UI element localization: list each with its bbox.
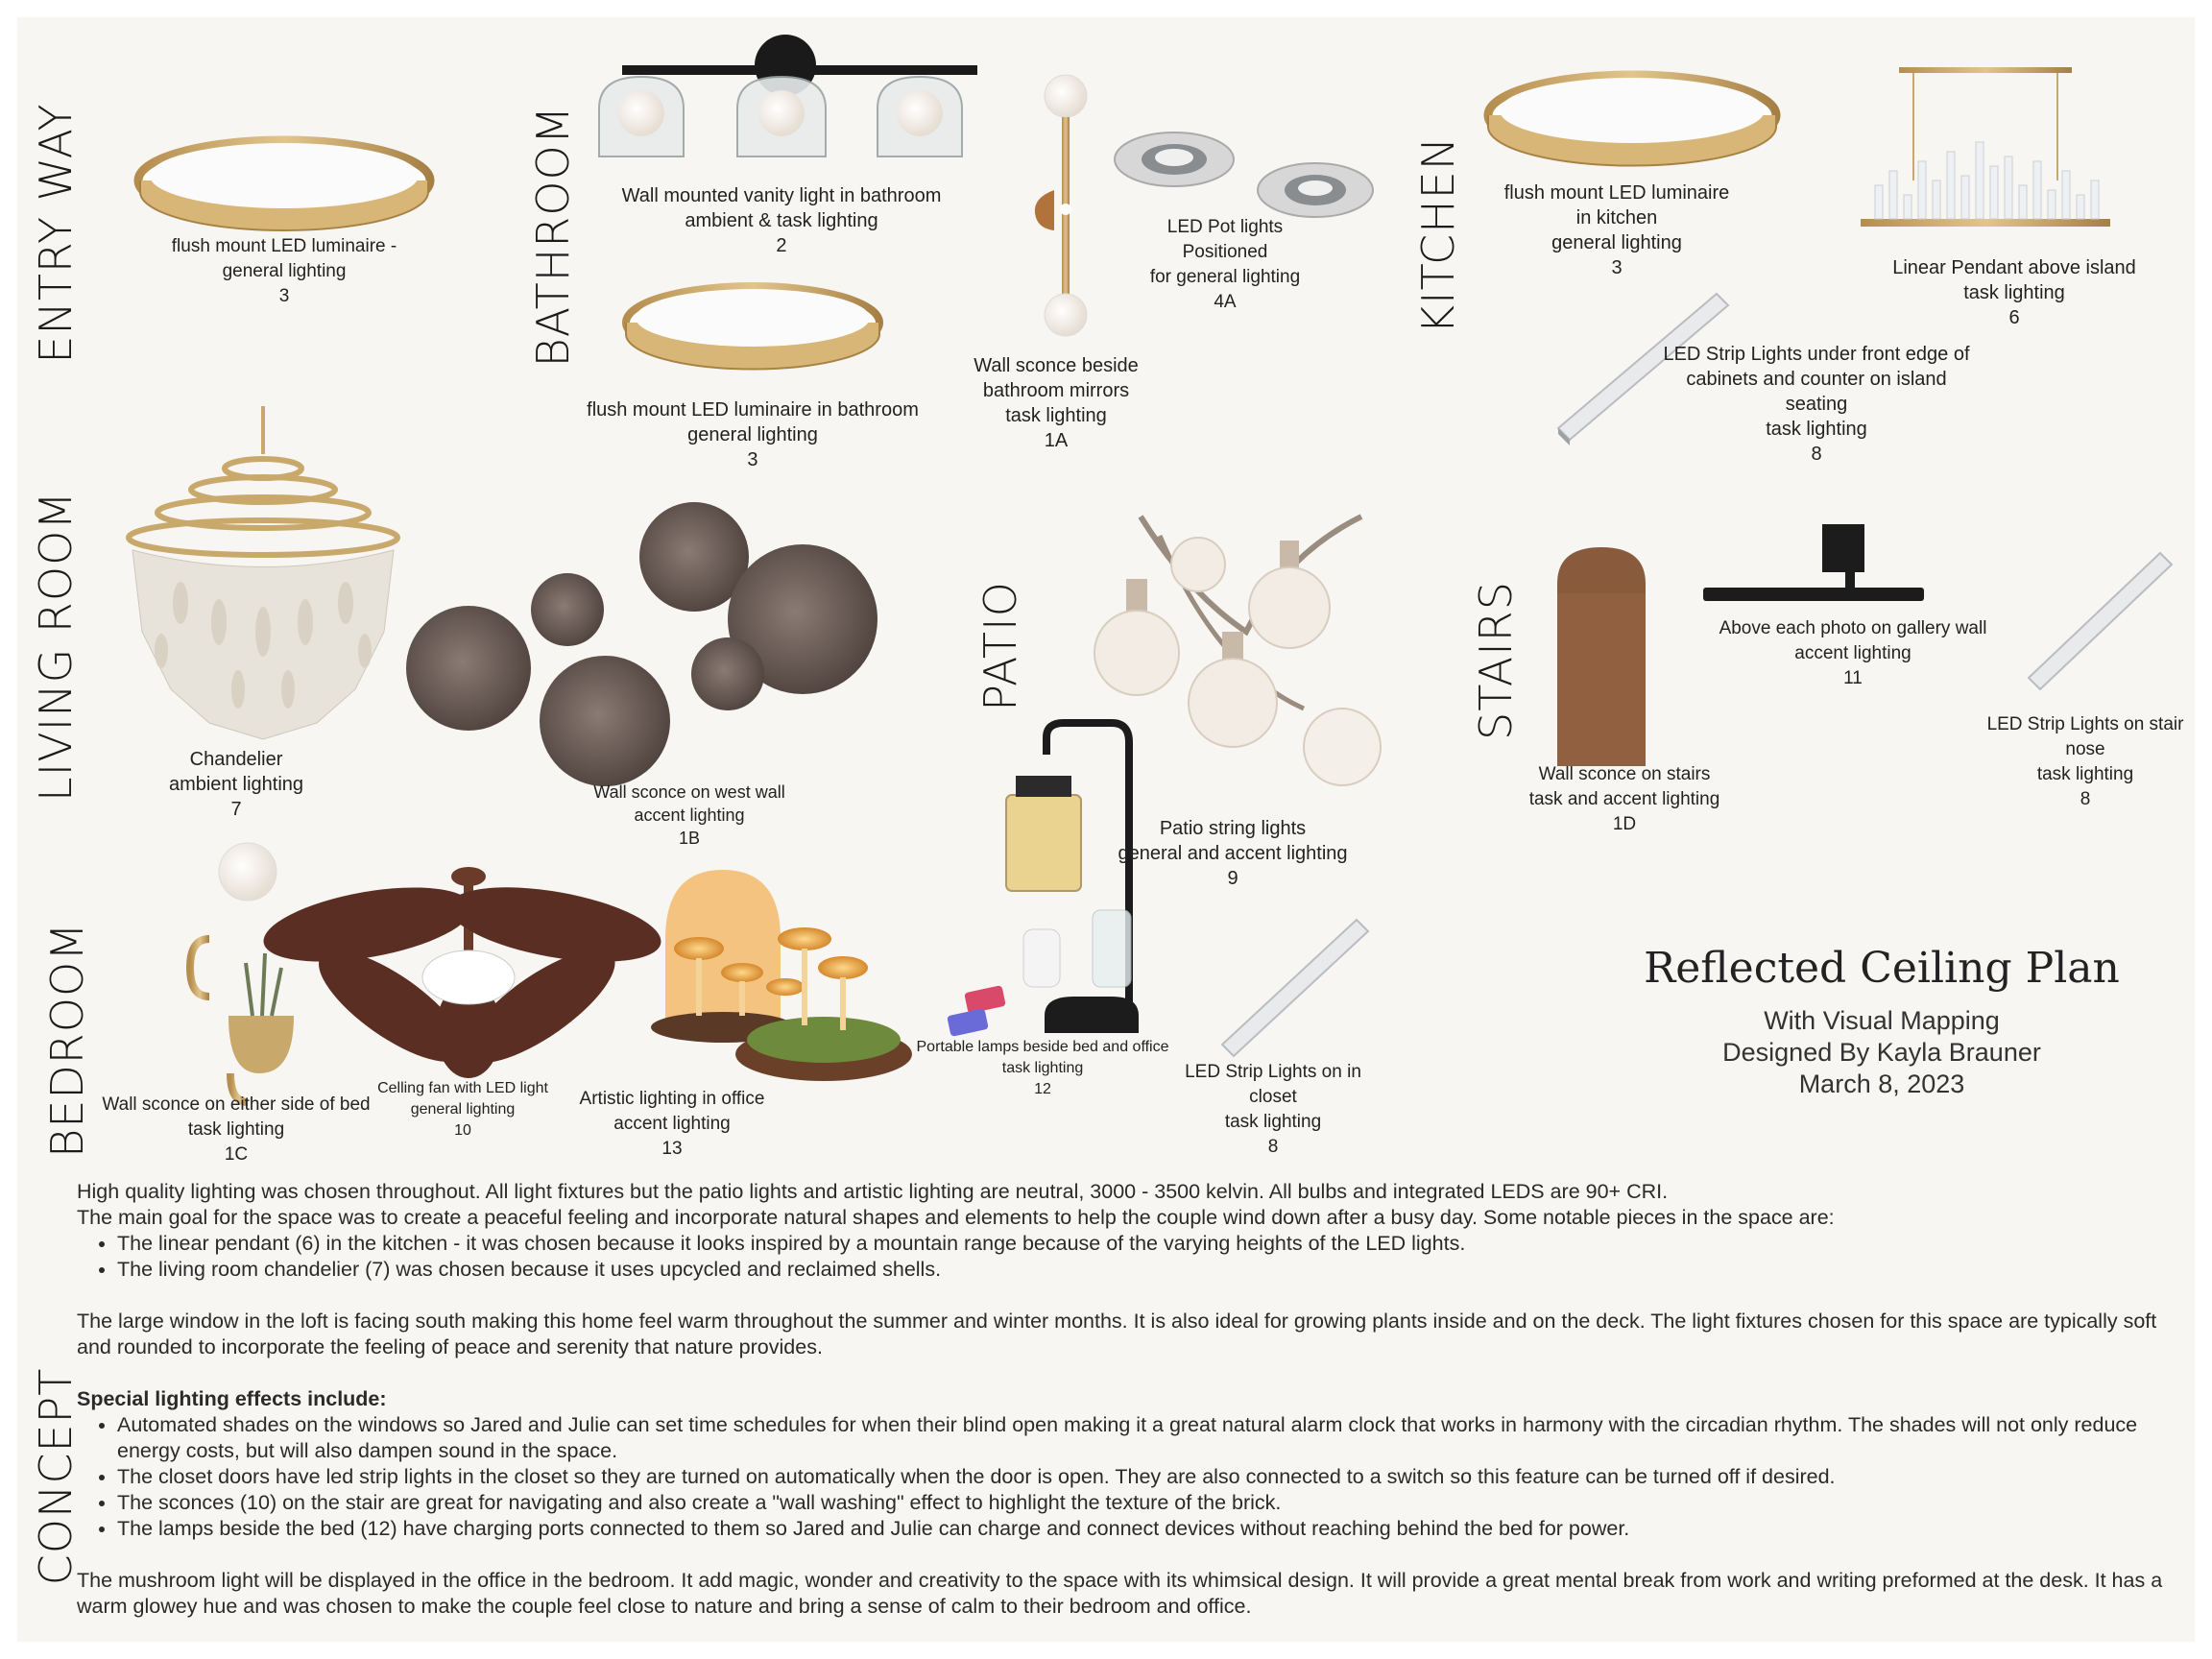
caption-chandelier: Chandelier ambient lighting 7 <box>168 749 304 820</box>
linear-pendant-icon <box>1861 67 2110 227</box>
concept-paragraph-4: The mushroom light will be displayed in the office in the bedroom. It add magic, wonder and creativity to the space with its whimsical design. It will provide a great mental break from work and writing preformed at the desk. It has a warm glowey hue and was chosen to make the couple feel close to nature and bring a sense of calm to their bedroom and office. <box>77 1569 2163 1618</box>
section-label-patio: PATIO <box>974 581 1026 711</box>
title-subline-3: March 8, 2023 <box>1798 1070 1965 1098</box>
mushroom-light-icon <box>651 870 912 1081</box>
caption-closet-strip: LED Strip Lights on in closet task lighting 8 <box>1185 1062 1361 1157</box>
list-item: • The linear pendant (6) in the kitchen - it was chosen because it looks inspired by a mountain range because of the varying heights of the LED lights. <box>117 1231 2165 1257</box>
caption-artistic: Artistic lighting in office accent lighting 13 <box>579 1089 765 1159</box>
stair-strip-light-icon <box>2029 553 2172 689</box>
concept-text <box>77 1179 2165 1620</box>
caption-fan: Celling fan with LED light general lighting 10 <box>377 1080 548 1139</box>
concept-paragraph-1: High quality lighting was chosen throughout. All light fixtures but the patio lights and artistic lighting are neutral, 3000 - 3500 kelvin. All bulbs and integrated LEDS are 90+ CRI. <box>77 1180 1669 1203</box>
kitchen-flush-mount-icon <box>1488 75 1776 166</box>
list-item: • The sconces (10) on the stair are great for navigating and also create a "wall washing" effect to highlight the texture of the brick. <box>117 1490 2165 1516</box>
section-label-living-room: LIVING ROOM <box>30 491 82 802</box>
list-item: • The lamps beside the bed (12) have charging ports connected to them so Jared and Julie can charge and connect devices without reaching behind the bed for power. <box>117 1516 2165 1542</box>
list-item: • The living room chandelier (7) was chosen because it uses upcycled and reclaimed shells. <box>117 1257 2165 1283</box>
list-item: • Automated shades on the windows so Jared and Julie can set time schedules for when their blind open making it a great natural alarm clock that works in harmony with the circadian rhythm. The shades will not only reduce energy costs, but will also dampen sound in the space. <box>117 1412 2165 1464</box>
stair-sconce-icon <box>1557 547 1646 766</box>
caption-kitchen-strip: LED Strip Lights under front edge of cabinets and counter on island seating task lighting 8 <box>1663 344 1970 465</box>
board <box>17 17 2195 1642</box>
section-label-bathroom: BATHROOM <box>527 105 579 368</box>
section-label-kitchen: KITCHEN <box>1412 135 1464 335</box>
bath-sconce-icon <box>1035 75 1087 336</box>
caption-kitchen-flush: flush mount LED luminaire in kitchen general lighting 3 <box>1503 182 1730 278</box>
caption-bath-vanity: Wall mounted vanity light in bathroom ambient & task lighting 2 <box>621 185 942 256</box>
chandelier-icon <box>129 406 397 739</box>
concept-paragraph-3: The large window in the loft is facing south making this home feel warm throughout the summer and winter months. It is also ideal for growing plants inside and on the deck. The light fixtures chosen for this space are typically soft and rounded to incorporate the feeling of peace and serenity that nature provides. <box>77 1310 2157 1358</box>
caption-entry-flush: flush mount LED luminaire - general lighting 3 <box>171 236 397 306</box>
page-title: Reflected Ceiling Plan <box>1644 944 2120 993</box>
vanity-light-icon <box>599 35 977 156</box>
caption-bath-sconce: Wall sconce beside bathroom mirrors task lighting 1A <box>974 355 1139 451</box>
caption-bed-sconce: Wall sconce on either side of bed task lighting 1C <box>102 1094 371 1165</box>
patio-string-lights-icon <box>1094 517 1381 785</box>
caption-pot-lights: LED Pot lights Positioned for general lighting 4A <box>1149 217 1301 312</box>
bedroom-sconce-icon <box>190 843 294 1102</box>
title-subline-2: Designed By Kayla Brauner <box>1722 1038 2041 1067</box>
closet-strip-light-icon <box>1222 920 1368 1056</box>
entry-flush-mount-icon <box>138 140 430 230</box>
concept-paragraph-2: The main goal for the space was to create a peaceful feeling and incorporate natural shapes and elements to help the couple wind down after a busy day. Some notable pieces in the space are: <box>77 1206 1835 1229</box>
wall-disc-sconce-icon <box>406 502 878 786</box>
special-effects-list <box>77 1412 2165 1542</box>
ceiling-fan-icon <box>258 867 666 1082</box>
title-subline-1: With Visual Mapping <box>1764 1006 2000 1035</box>
caption-west-sconce: Wall sconce on west wall accent lighting 1B <box>593 782 785 848</box>
caption-gallery: Above each photo on gallery wall accent lighting 11 <box>1719 618 1987 688</box>
special-effects-heading: Special lighting effects include: <box>77 1387 387 1410</box>
caption-stair-strip: LED Strip Lights on stair nose task lighting 8 <box>1986 714 2184 809</box>
caption-stair-sconce: Wall sconce on stairs task and accent lighting 1D <box>1528 764 1720 834</box>
caption-linear-pendant: Linear Pendant above island task lighting 6 <box>1892 257 2136 328</box>
portable-lamp-icon <box>947 723 1139 1037</box>
bathroom-flush-mount-icon <box>626 286 879 370</box>
notable-list <box>77 1231 2165 1283</box>
pot-lights-icon <box>1115 132 1373 217</box>
caption-portable: Portable lamps beside bed and office task lighting 12 <box>916 1039 1169 1097</box>
caption-bath-flush: flush mount LED luminaire in bathroom general lighting 3 <box>587 399 919 470</box>
section-label-bedroom: BEDROOM <box>41 922 93 1158</box>
section-label-entry-way: ENTRY WAY <box>30 103 82 364</box>
section-label-concept: CONCEPT <box>30 1367 82 1586</box>
list-item: • The closet doors have led strip lights in the closet so they are turned on automatically when the door is open. They are also connected to a switch so this feature can be turned off if desired. <box>117 1464 2165 1490</box>
section-label-stairs: STAIRS <box>1470 581 1522 740</box>
gallery-light-icon <box>1703 524 1924 601</box>
caption-patio-string: Patio string lights general and accent lighting 9 <box>1118 818 1348 889</box>
